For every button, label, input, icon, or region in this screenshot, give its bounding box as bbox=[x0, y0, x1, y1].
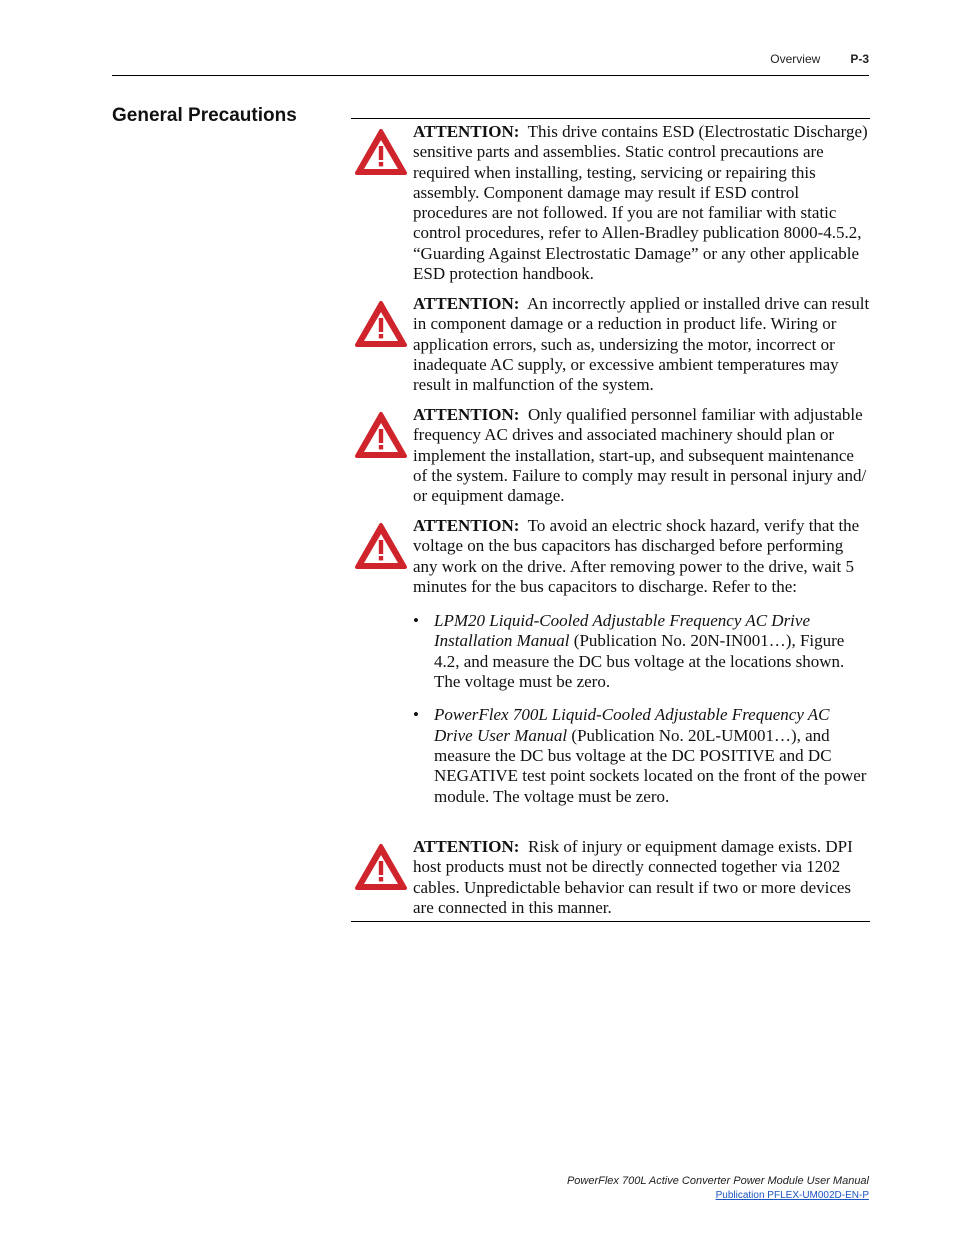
header-section: Overview bbox=[770, 52, 821, 66]
warning-triangle-icon bbox=[354, 411, 408, 459]
attention-body: Only qualified personnel familiar with adjustable frequency AC drives and associated machinery should plan or implement the installation, start-up, and subsequent maintenance of the system. Failure to comply may result in personal injury and/ or equipment damage. bbox=[413, 405, 867, 506]
section-title: General Precautions bbox=[112, 105, 297, 126]
warning-triangle-icon bbox=[354, 522, 408, 570]
attention-label: ATTENTION: bbox=[413, 405, 520, 424]
attention-box-bottom-rule bbox=[351, 921, 870, 922]
reference-list bbox=[413, 611, 870, 807]
reference-detail: (Publication No. 20N-IN001…), Figure 4.2, and measure the DC bus voltage at the locations shown. The voltage must be zero. bbox=[434, 631, 845, 692]
attention-block bbox=[354, 516, 870, 820]
attention-text bbox=[413, 516, 870, 597]
bullet-icon: • bbox=[413, 705, 419, 725]
attention-label: ATTENTION: bbox=[413, 516, 520, 535]
attention-body: This drive contains ESD (Electrostatic Discharge) sensitive parts and assemblies. Static control precautions are required when installing, testing, servicing or repairing this assembly. Component damage may result if ESD control procedures are not followed. If you are not familiar with static control procedures, refer to Allen-Bradley publication 8000-4.5.2, “Guarding Against Electrostatic Damage” or any other applicable ESD protection handbook. bbox=[413, 122, 868, 284]
bullet-icon: • bbox=[413, 611, 419, 631]
warning-triangle-icon bbox=[354, 843, 408, 891]
attention-body: To avoid an electric shock hazard, verify that the voltage on the bus capacitors has discharged before performing any work on the drive. After removing power to the drive, wait 5 minutes for the bus capacitors to discharge. Refer to the: bbox=[413, 516, 860, 596]
manual-title: PowerFlex 700L Active Converter Power Module User Manual bbox=[566, 1175, 869, 1187]
warning-triangle-icon bbox=[354, 300, 408, 348]
attention-block bbox=[354, 294, 870, 395]
attention-block bbox=[354, 837, 870, 918]
page-number: P-3 bbox=[850, 52, 869, 66]
page-header bbox=[770, 52, 869, 66]
list-item bbox=[413, 611, 870, 692]
attention-text bbox=[413, 294, 870, 395]
page-footer bbox=[567, 1174, 869, 1203]
attention-label: ATTENTION: bbox=[413, 122, 520, 141]
reference-title: PowerFlex 700L Liquid-Cooled Adjustable Frequency AC Drive User Manual bbox=[434, 705, 830, 745]
attention-text bbox=[413, 837, 870, 918]
list-item bbox=[413, 705, 870, 806]
reference-title: LPM20 Liquid-Cooled Adjustable Frequency AC Drive Installation Manual bbox=[434, 611, 811, 651]
reference-detail: (Publication No. 20L-UM001…), and measure the DC bus voltage at the DC POSITIVE and DC NEGATIVE test point sockets located on the front of the power module. The voltage must be zero. bbox=[434, 725, 867, 806]
publication-link[interactable]: Publication PFLEX-UM002D-EN-P bbox=[715, 1190, 869, 1201]
warning-triangle-icon bbox=[354, 128, 408, 176]
attention-block bbox=[354, 122, 870, 284]
attention-label: ATTENTION: bbox=[413, 294, 520, 313]
attention-text bbox=[413, 405, 870, 506]
attention-label: ATTENTION: bbox=[413, 837, 520, 856]
header-rule bbox=[112, 75, 869, 76]
attention-text bbox=[413, 122, 870, 284]
attention-box-top-rule bbox=[351, 118, 870, 119]
attention-body: An incorrectly applied or installed drive can result in component damage or a reduction in product life. Wiring or application errors, such as, undersizing the motor, incorrect or inadequate AC supply, or excessive ambient temperatures may result in malfunction of the system. bbox=[413, 294, 870, 395]
attention-body: Risk of injury or equipment damage exists. DPI host products must not be directly connected together via 1202 cables. Unpredictable behavior can result if two or more devices are connected in this manner. bbox=[413, 837, 853, 917]
attention-block bbox=[354, 405, 870, 506]
